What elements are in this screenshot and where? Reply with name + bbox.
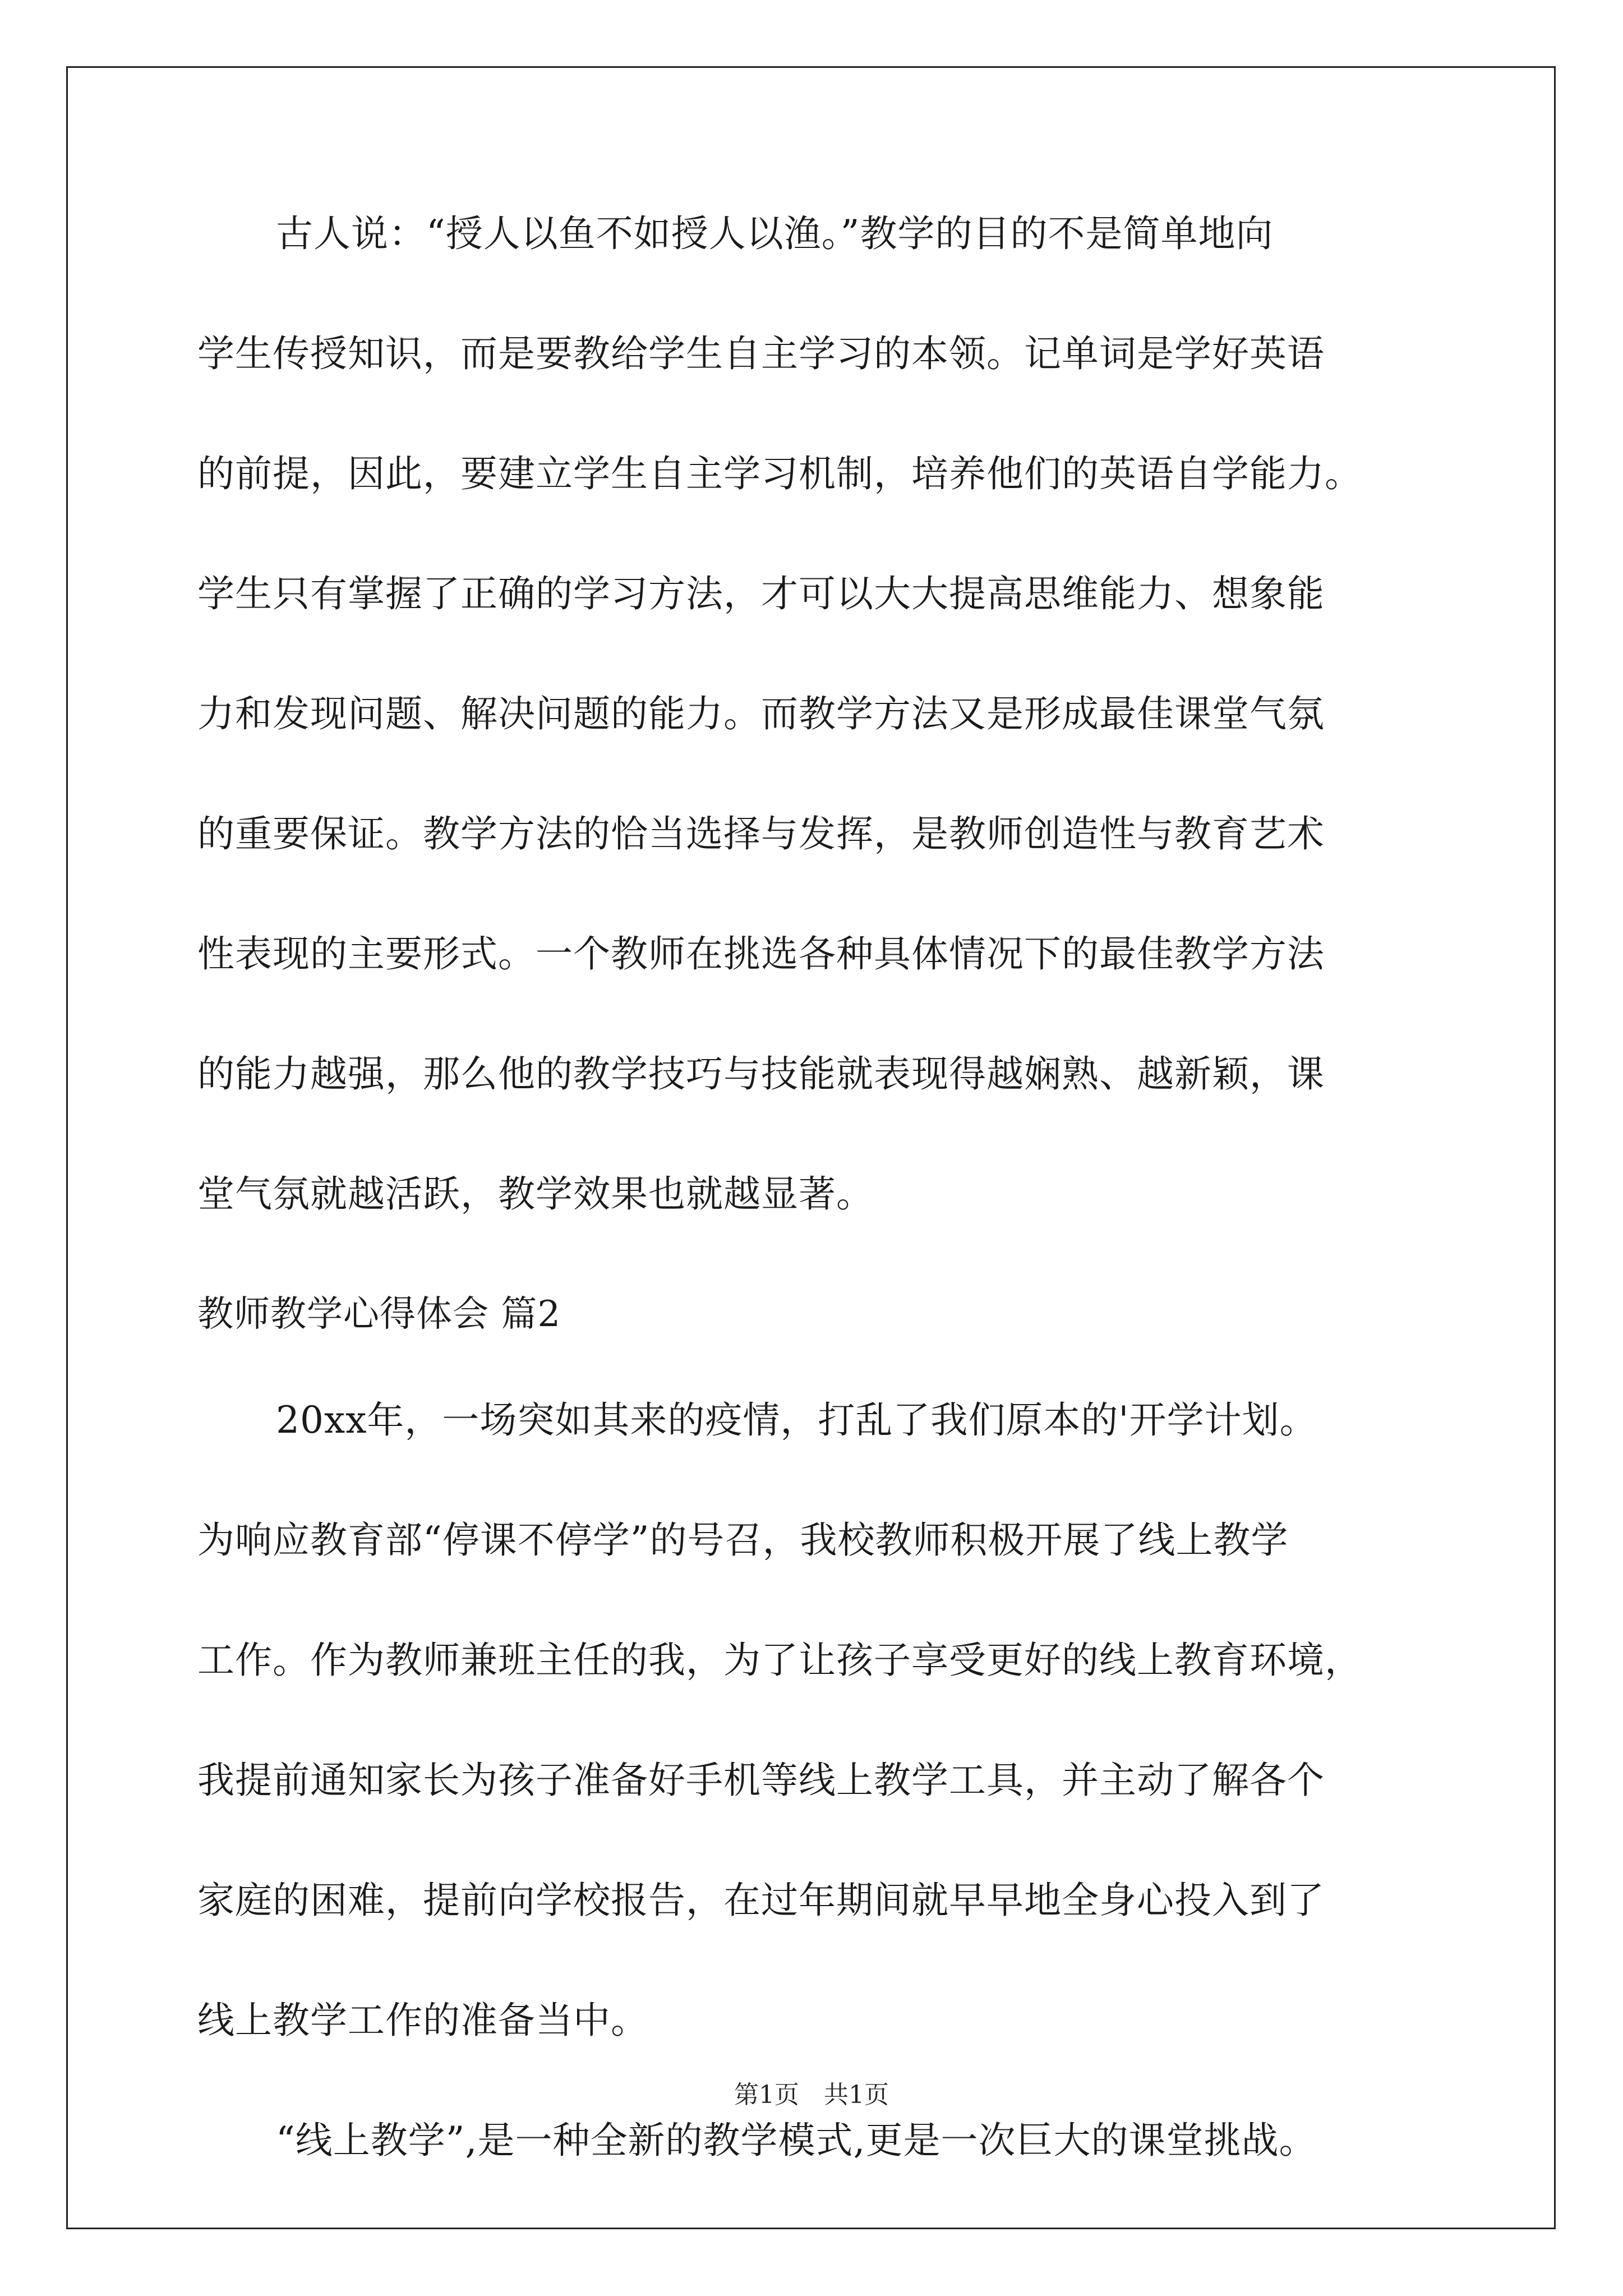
paragraph-line: 的前提，因此，要建立学生自主学习机制，培养他们的英语自学能力。	[197, 452, 1362, 495]
paragraph-line: 为响应教育部“停课不停学”的号召，我校教师积极开展了线上教学	[197, 1519, 1289, 1562]
paragraph-line: 力和发现问题、解决问题的能力。而教学方法又是形成最佳课堂气氛	[197, 692, 1325, 735]
paragraph-line: 堂气氛就越活跃，教学效果也就越显著。	[197, 1172, 874, 1216]
paragraph-line: 的重要保证。教学方法的恰当选择与发挥，是教师创造性与教育艺术	[197, 812, 1325, 855]
paragraph-line: 性表现的主要形式。一个教师在挑选各种具体情况下的最佳教学方法	[197, 932, 1325, 976]
paragraph-line: 工作。作为教师兼班主任的我，为了让孩子享受更好的线上教育环境，	[197, 1639, 1362, 1682]
document-body	[197, 213, 1431, 2240]
section-heading: 教师教学心得体会 篇2	[197, 1294, 561, 1335]
page-footer: 第1页 共1页	[734, 2081, 889, 2109]
paragraph-line: 线上教学工作的准备当中。	[197, 1999, 648, 2042]
paragraph-line: 家庭的困难，提前向学校报告，在过年期间就早早地全身心投入到了	[197, 1879, 1325, 1922]
paragraph-line: 学生传授知识，而是要教给学生自主学习的本领。记单词是学好英语	[197, 332, 1325, 375]
paragraph-line: “线上教学”,是一种全新的教学模式,更是一次巨大的课堂挑战。	[276, 2119, 1317, 2162]
paragraph-line: 的能力越强，那么他的教学技巧与技能就表现得越娴熟、越新颖，课	[197, 1052, 1325, 1096]
paragraph-line: 20xx年，一场突如其来的疫情，打乱了我们原本的'开学计划。	[276, 1398, 1317, 1442]
paragraph-line: 古人说：“授人以鱼不如授人以渔。”教学的目的不是简单地向	[276, 212, 1274, 255]
paragraph-line: 学生只有掌握了正确的学习方法，才可以大大提高思维能力、想象能	[197, 572, 1325, 615]
paragraph-line: 我提前通知家长为孩子准备好手机等线上教学工具，并主动了解各个	[197, 1759, 1325, 1802]
